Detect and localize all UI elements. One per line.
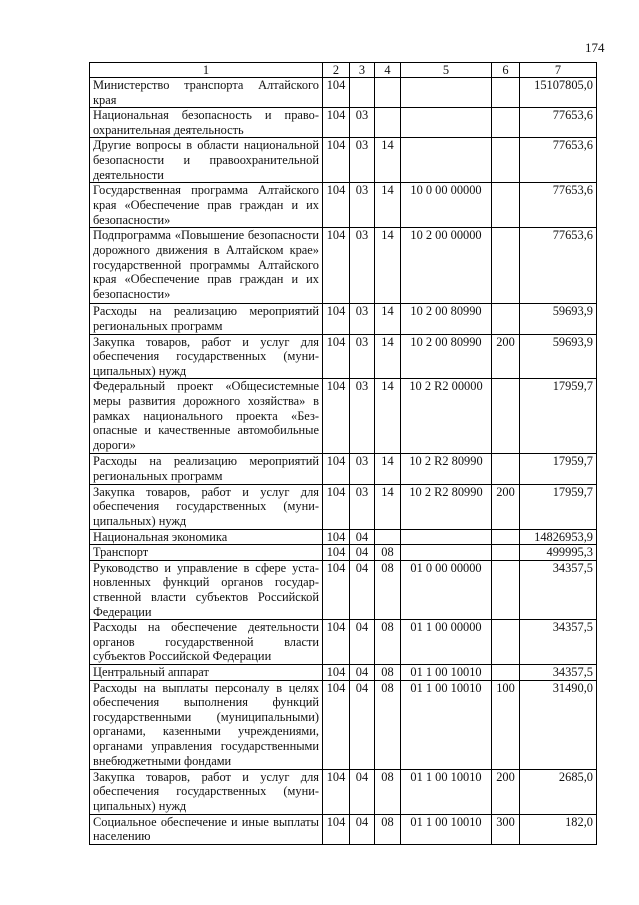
expense-type-code-cell bbox=[492, 228, 520, 304]
section-code-cell: 04 bbox=[350, 545, 375, 561]
row-name-cell: Подпрограмма «Повышение безопасности дорожного движения в Алтайском крае» государственной программы Алтайского края «Обеспечение прав граждан и их безопасности» bbox=[90, 228, 323, 304]
section-code-cell: 03 bbox=[350, 484, 375, 529]
amount-cell: 34357,5 bbox=[520, 665, 597, 681]
amount-cell: 14826953,9 bbox=[520, 529, 597, 545]
budget-table bbox=[89, 62, 597, 845]
target-item-code-cell bbox=[401, 545, 492, 561]
amount-cell: 77653,6 bbox=[520, 108, 597, 138]
expense-type-code-cell bbox=[492, 560, 520, 619]
target-item-code-cell: 01 1 00 00000 bbox=[401, 620, 492, 665]
column-header: 1 bbox=[90, 63, 323, 78]
subsection-code-cell bbox=[375, 78, 401, 108]
section-code-cell: 04 bbox=[350, 665, 375, 681]
target-item-code-cell: 01 1 00 10010 bbox=[401, 665, 492, 681]
subsection-code-cell: 14 bbox=[375, 304, 401, 334]
target-item-code-cell: 01 1 00 10010 bbox=[401, 769, 492, 814]
expense-type-code-cell bbox=[492, 304, 520, 334]
row-name-cell: Расходы на реализацию мероприятий региональных программ bbox=[90, 304, 323, 334]
table-row bbox=[90, 78, 597, 108]
row-name-cell: Министерство транспорта Алтайского края bbox=[90, 78, 323, 108]
subsection-code-cell: 08 bbox=[375, 680, 401, 769]
amount-cell: 59693,9 bbox=[520, 304, 597, 334]
row-name-cell: Закупка товаров, работ и услуг для обеспечения государственных (муниципальных) нужд bbox=[90, 484, 323, 529]
target-item-code-cell bbox=[401, 108, 492, 138]
subsection-code-cell: 14 bbox=[375, 334, 401, 379]
subsection-code-cell: 14 bbox=[375, 484, 401, 529]
ministry-code-cell: 104 bbox=[323, 454, 350, 484]
table-row bbox=[90, 484, 597, 529]
table-row bbox=[90, 228, 597, 304]
section-code-cell: 04 bbox=[350, 814, 375, 844]
column-header: 6 bbox=[492, 63, 520, 78]
table-row bbox=[90, 560, 597, 619]
ministry-code-cell: 104 bbox=[323, 545, 350, 561]
table-row bbox=[90, 529, 597, 545]
subsection-code-cell: 14 bbox=[375, 454, 401, 484]
expense-type-code-cell: 200 bbox=[492, 769, 520, 814]
subsection-code-cell bbox=[375, 108, 401, 138]
subsection-code-cell bbox=[375, 529, 401, 545]
target-item-code-cell: 10 2 R2 80990 bbox=[401, 484, 492, 529]
target-item-code-cell: 01 0 00 00000 bbox=[401, 560, 492, 619]
table-row bbox=[90, 334, 597, 379]
expense-type-code-cell bbox=[492, 545, 520, 561]
amount-cell: 59693,9 bbox=[520, 334, 597, 379]
amount-cell: 182,0 bbox=[520, 814, 597, 844]
subsection-code-cell: 08 bbox=[375, 769, 401, 814]
ministry-code-cell: 104 bbox=[323, 108, 350, 138]
ministry-code-cell: 104 bbox=[323, 334, 350, 379]
ministry-code-cell: 104 bbox=[323, 560, 350, 619]
section-code-cell: 04 bbox=[350, 620, 375, 665]
subsection-code-cell: 08 bbox=[375, 665, 401, 681]
amount-cell: 34357,5 bbox=[520, 620, 597, 665]
target-item-code-cell: 10 2 00 80990 bbox=[401, 304, 492, 334]
subsection-code-cell: 08 bbox=[375, 814, 401, 844]
amount-cell: 499995,3 bbox=[520, 545, 597, 561]
amount-cell: 2685,0 bbox=[520, 769, 597, 814]
table-row bbox=[90, 545, 597, 561]
target-item-code-cell: 01 1 00 10010 bbox=[401, 814, 492, 844]
subsection-code-cell: 14 bbox=[375, 379, 401, 454]
table-row bbox=[90, 183, 597, 228]
table-row bbox=[90, 620, 597, 665]
row-name-cell: Транспорт bbox=[90, 545, 323, 561]
row-name-cell: Государственная программа Алтайского края «Обеспечение прав граждан и их безопасности» bbox=[90, 183, 323, 228]
expense-type-code-cell bbox=[492, 620, 520, 665]
row-name-cell: Закупка товаров, работ и услуг для обеспечения государственных (муниципальных) нужд bbox=[90, 769, 323, 814]
amount-cell: 17959,7 bbox=[520, 379, 597, 454]
expense-type-code-cell: 300 bbox=[492, 814, 520, 844]
section-code-cell: 03 bbox=[350, 379, 375, 454]
ministry-code-cell: 104 bbox=[323, 529, 350, 545]
section-code-cell: 04 bbox=[350, 680, 375, 769]
table-row bbox=[90, 680, 597, 769]
expense-type-code-cell bbox=[492, 183, 520, 228]
expense-type-code-cell bbox=[492, 529, 520, 545]
target-item-code-cell bbox=[401, 78, 492, 108]
ministry-code-cell: 104 bbox=[323, 183, 350, 228]
target-item-code-cell: 10 2 00 00000 bbox=[401, 228, 492, 304]
ministry-code-cell: 104 bbox=[323, 228, 350, 304]
amount-cell: 17959,7 bbox=[520, 484, 597, 529]
amount-cell: 77653,6 bbox=[520, 228, 597, 304]
row-name-cell: Расходы на реализацию мероприятий региональных программ bbox=[90, 454, 323, 484]
target-item-code-cell: 10 2 00 80990 bbox=[401, 334, 492, 379]
section-code-cell: 03 bbox=[350, 183, 375, 228]
subsection-code-cell: 14 bbox=[375, 183, 401, 228]
table-row bbox=[90, 769, 597, 814]
amount-cell: 77653,6 bbox=[520, 183, 597, 228]
column-header: 4 bbox=[375, 63, 401, 78]
amount-cell: 31490,0 bbox=[520, 680, 597, 769]
ministry-code-cell: 104 bbox=[323, 665, 350, 681]
expense-type-code-cell: 200 bbox=[492, 334, 520, 379]
target-item-code-cell bbox=[401, 138, 492, 183]
subsection-code-cell: 14 bbox=[375, 228, 401, 304]
expense-type-code-cell bbox=[492, 665, 520, 681]
table-row bbox=[90, 138, 597, 183]
row-name-cell: Национальная безопасность и правоохранительная деятельность bbox=[90, 108, 323, 138]
row-name-cell: Центральный аппарат bbox=[90, 665, 323, 681]
target-item-code-cell: 01 1 00 10010 bbox=[401, 680, 492, 769]
row-name-cell: Закупка товаров, работ и услуг для обеспечения государственных (муниципальных) нужд bbox=[90, 334, 323, 379]
table-row bbox=[90, 665, 597, 681]
section-code-cell: 03 bbox=[350, 454, 375, 484]
ministry-code-cell: 104 bbox=[323, 138, 350, 183]
table-row bbox=[90, 814, 597, 844]
amount-cell: 77653,6 bbox=[520, 138, 597, 183]
amount-cell: 15107805,0 bbox=[520, 78, 597, 108]
subsection-code-cell: 08 bbox=[375, 545, 401, 561]
table-header-row bbox=[90, 63, 597, 78]
expense-type-code-cell bbox=[492, 454, 520, 484]
section-code-cell bbox=[350, 78, 375, 108]
column-header: 3 bbox=[350, 63, 375, 78]
table-row bbox=[90, 108, 597, 138]
target-item-code-cell: 10 2 R2 00000 bbox=[401, 379, 492, 454]
target-item-code-cell: 10 0 00 00000 bbox=[401, 183, 492, 228]
table-row bbox=[90, 304, 597, 334]
ministry-code-cell: 104 bbox=[323, 78, 350, 108]
column-header: 5 bbox=[401, 63, 492, 78]
expense-type-code-cell: 200 bbox=[492, 484, 520, 529]
section-code-cell: 03 bbox=[350, 138, 375, 183]
expense-type-code-cell bbox=[492, 78, 520, 108]
row-name-cell: Федеральный проект «Общесистемные меры развития дорожного хозяйства» в рамках национального проекта «Безопасные и качественные автомобильные дороги» bbox=[90, 379, 323, 454]
ministry-code-cell: 104 bbox=[323, 769, 350, 814]
row-name-cell: Расходы на выплаты персоналу в целях обеспечения выполнения функций государственными (муниципальными) органами, казенными учреждениями, органами управления государственными внебюджетными фондами bbox=[90, 680, 323, 769]
subsection-code-cell: 14 bbox=[375, 138, 401, 183]
section-code-cell: 03 bbox=[350, 228, 375, 304]
section-code-cell: 04 bbox=[350, 529, 375, 545]
ministry-code-cell: 104 bbox=[323, 814, 350, 844]
page-number: 174 bbox=[585, 40, 605, 55]
amount-cell: 34357,5 bbox=[520, 560, 597, 619]
row-name-cell: Руководство и управление в сфере установленных функций органов государственной власти субъектов Российской Федерации bbox=[90, 560, 323, 619]
section-code-cell: 03 bbox=[350, 108, 375, 138]
row-name-cell: Другие вопросы в области национальной безопасности и правоохранительной деятельности bbox=[90, 138, 323, 183]
ministry-code-cell: 104 bbox=[323, 484, 350, 529]
expense-type-code-cell bbox=[492, 138, 520, 183]
column-header: 7 bbox=[520, 63, 597, 78]
ministry-code-cell: 104 bbox=[323, 379, 350, 454]
expense-type-code-cell bbox=[492, 108, 520, 138]
section-code-cell: 03 bbox=[350, 334, 375, 379]
target-item-code-cell bbox=[401, 529, 492, 545]
expense-type-code-cell: 100 bbox=[492, 680, 520, 769]
ministry-code-cell: 104 bbox=[323, 620, 350, 665]
target-item-code-cell: 10 2 R2 80990 bbox=[401, 454, 492, 484]
row-name-cell: Национальная экономика bbox=[90, 529, 323, 545]
section-code-cell: 04 bbox=[350, 769, 375, 814]
ministry-code-cell: 104 bbox=[323, 304, 350, 334]
column-header: 2 bbox=[323, 63, 350, 78]
table-row bbox=[90, 379, 597, 454]
subsection-code-cell: 08 bbox=[375, 620, 401, 665]
subsection-code-cell: 08 bbox=[375, 560, 401, 619]
expense-type-code-cell bbox=[492, 379, 520, 454]
row-name-cell: Расходы на обеспечение деятельности органов государственной власти субъектов Российской Федерации bbox=[90, 620, 323, 665]
section-code-cell: 04 bbox=[350, 560, 375, 619]
amount-cell: 17959,7 bbox=[520, 454, 597, 484]
ministry-code-cell: 104 bbox=[323, 680, 350, 769]
section-code-cell: 03 bbox=[350, 304, 375, 334]
row-name-cell: Социальное обеспечение и иные выплаты населению bbox=[90, 814, 323, 844]
table-row bbox=[90, 454, 597, 484]
